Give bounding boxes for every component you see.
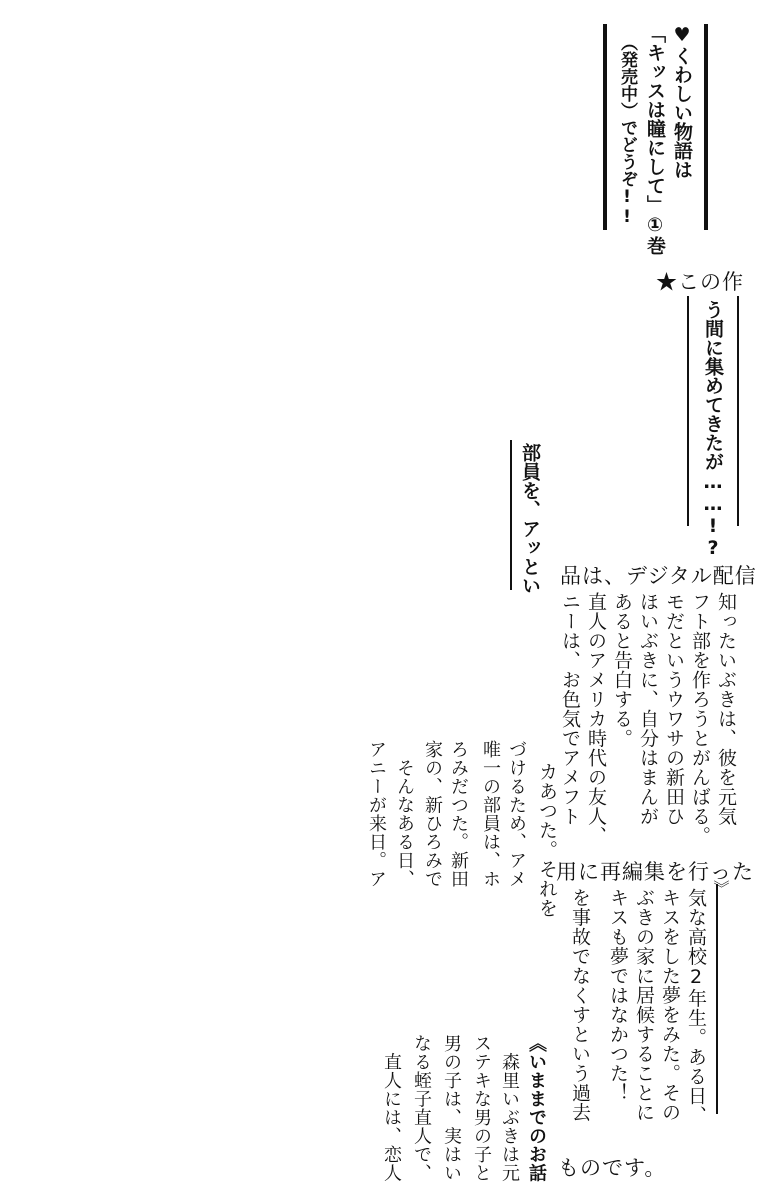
box-a-partial bbox=[730, 300, 749, 322]
story-bottom-col-2: ステキな男の子と bbox=[471, 1034, 492, 1182]
advert-line-1: ♥くわしい物語は bbox=[671, 24, 693, 179]
story-left-col-4: 家の、新ひろみで bbox=[422, 740, 443, 888]
story-left-col-2: 唯一の部員は、ホ bbox=[480, 740, 501, 888]
story-left-col-1: づけるため、アメ bbox=[506, 740, 527, 888]
box-b-rule bbox=[510, 440, 512, 590]
story-lower-col-5: を事故でなくすという過去 bbox=[569, 888, 591, 1122]
story-bottom-col-5: 直人には、恋人 bbox=[381, 1034, 402, 1182]
story-upper-col-1: 知ったいぶきは、彼を元気 bbox=[715, 592, 737, 826]
story-bottom-heading: 《いままでのお話 bbox=[526, 1034, 547, 1182]
story-upper-col-5: あると告白する。 bbox=[611, 592, 633, 748]
story-upper-col-3: モだというウワサの新田ひ bbox=[663, 592, 685, 826]
advert-rule-left bbox=[603, 24, 607, 230]
story-lower-rule bbox=[716, 884, 718, 1114]
story-upper-col-6: 直人のアメリカ時代の友人、 bbox=[585, 592, 607, 846]
story-left-col-5: そんなある日、 bbox=[394, 740, 415, 888]
story-lower-col-4: キスも夢ではなかつた！ bbox=[607, 888, 629, 1103]
story-bottom-col-4: なる蛭子直人で、 bbox=[411, 1034, 432, 1182]
box-b-text: 部員を、アッとい bbox=[519, 443, 541, 595]
story-left-col-6: アニーが来日。ア bbox=[366, 740, 387, 888]
notice-part-3: 用に再編集を行った bbox=[556, 860, 754, 884]
story-left-col-3: ろみだつた。新田 bbox=[448, 740, 469, 888]
story-bottom-col-1: 森里いぶきは元 bbox=[499, 1034, 520, 1182]
story-upper-col-7: ニーは、お色気でアメフト bbox=[559, 592, 581, 826]
advert-rule-right bbox=[704, 24, 708, 230]
box-a-text: う間に集めてきたが……!? bbox=[702, 300, 724, 559]
notice-part-1: ★この作 bbox=[656, 270, 744, 294]
story-bottom-col-3: 男の子は、実はい bbox=[441, 1034, 462, 1182]
story-lower-col-1: 気な高校2年生。ある日、 bbox=[685, 888, 707, 1125]
story-upper-col-8: カあつた。それを bbox=[536, 762, 558, 918]
notice-part-2: 品は、デジタル配信 bbox=[560, 564, 757, 588]
story-lower-col-2: キスをした夢をみた。その bbox=[659, 888, 681, 1122]
box-a-rule bbox=[687, 296, 689, 526]
box-a-rule-right bbox=[737, 296, 739, 526]
notice-part-4: ものです。 bbox=[558, 1156, 667, 1180]
advert-line-3: （発売中）でどうぞ!! bbox=[617, 34, 637, 227]
advert-line-2: 「キッスは瞳にして」①巻 bbox=[644, 24, 666, 255]
story-upper-col-2: フト部を作ろうとがんばる。 bbox=[689, 592, 711, 846]
chevron-down-icon: ︾ bbox=[711, 880, 730, 896]
story-upper-col-4: ほいぶきに、自分はまんが bbox=[637, 592, 659, 826]
story-lower-col-3: ぶきの家に居候することに bbox=[633, 888, 655, 1122]
